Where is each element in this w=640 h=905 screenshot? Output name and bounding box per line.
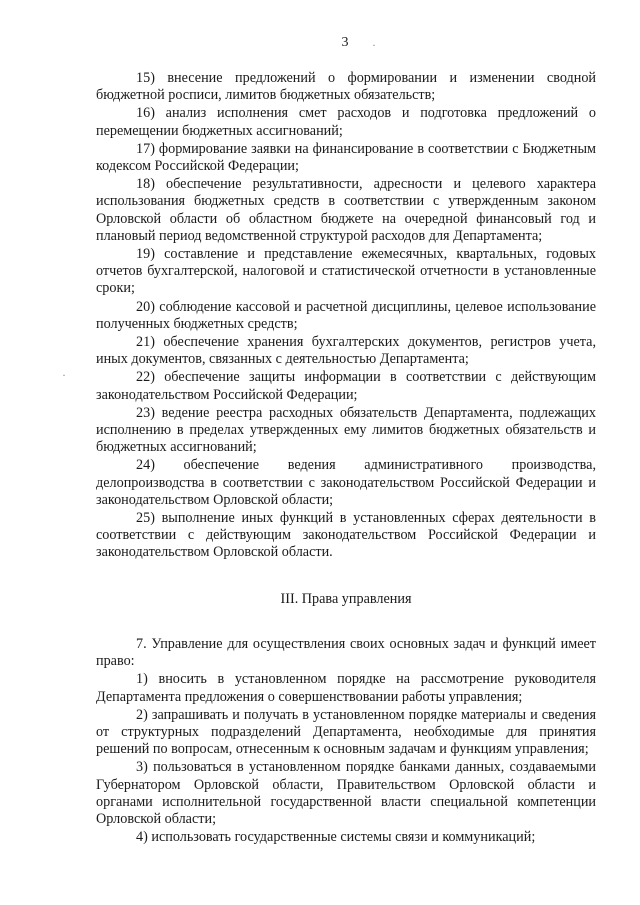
list-item: 15) внесение предложений о формировании и изменении сводной бюджетной росписи, лимитов бюджетных обязательств; bbox=[96, 70, 596, 104]
rights-item: 3) пользоваться в установленном порядке банками данных, создаваемыми Губернатором Орловской области, Правительством Орловской области и органами исполнительной государственной власти специальной компетенции Орловской области; bbox=[96, 759, 596, 827]
rights-item: 2) запрашивать и получать в установленном порядке материалы и сведения от структурных подразделений Департамента, необходимые для принятия решений по вопросам, отнесенным к основным задачам и функциям управления; bbox=[96, 706, 596, 758]
list-item: 21) обеспечение хранения бухгалтерских документов, регистров учета, иных документов, связанных с деятельностью Департамента; bbox=[96, 334, 596, 368]
list-item: 20) соблюдение кассовой и расчетной дисциплины, целевое использование полученных бюджетных средств; bbox=[96, 298, 596, 332]
list-item: 16) анализ исполнения смет расходов и подготовка предложений о перемещении бюджетных ассигнований; bbox=[96, 105, 596, 139]
list-item: 22) обеспечение защиты информации в соответствии с действующим законодательством Российской Федерации; bbox=[96, 369, 596, 403]
section-intro: 7. Управление для осуществления своих основных задач и функций имеет право: bbox=[96, 635, 596, 670]
scan-mark: · bbox=[372, 38, 376, 52]
page-number: 3 bbox=[341, 35, 349, 50]
list-item: 17) формирование заявки на финансирование в соответствии с Бюджетным кодексом Российской Федерации; bbox=[96, 140, 596, 175]
scan-mark: · bbox=[62, 368, 66, 382]
list-item: 18) обеспечение результативности, адресности и целевого характера использования бюджетных средств в соответствии с утвержденным законом Орловской области об областном бюджете на очередной финансовый год и плановый период ведомственной структурой расходов для Департамента; bbox=[96, 176, 596, 244]
list-item: 24) обеспечение ведения административного производства, делопроизводства в соответствии с законодательством Российской Федерации и законодательством Орловской области; bbox=[96, 457, 596, 508]
list-item: 19) составление и представление ежемесячных, квартальных, годовых отчетов бухгалтерской, налоговой и статистической отчетности в установленные сроки; bbox=[96, 246, 596, 297]
list-item: 25) выполнение иных функций в установленных сферах деятельности в соответствии с действующим законодательством Российской Федерации и законодательством Орловской области. bbox=[96, 510, 596, 561]
document-body bbox=[96, 70, 596, 847]
list-item: 23) ведение реестра расходных обязательств Департамента, подлежащих исполнению в пределах утвержденных ему лимитов бюджетных обязательств и бюджетных ассигнований; bbox=[96, 404, 596, 456]
rights-item: 4) использовать государственные системы связи и коммуникаций; bbox=[136, 829, 536, 846]
section-title: III. Права управления bbox=[280, 590, 412, 607]
rights-item: 1) вносить в установленном порядке на рассмотрение руководителя Департамента предложения о совершенствовании работы управления; bbox=[96, 671, 596, 705]
